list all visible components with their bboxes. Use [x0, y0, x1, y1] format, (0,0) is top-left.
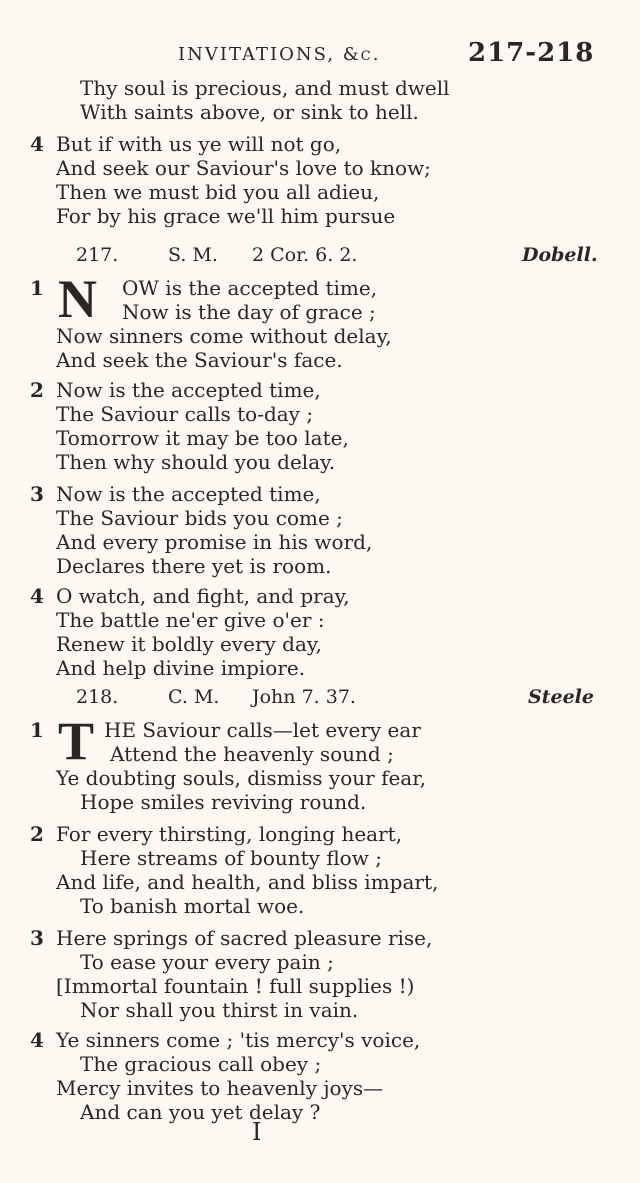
- hymn-number: 218.: [76, 686, 119, 708]
- verse-line: And can you yet delay ?: [80, 1100, 321, 1124]
- verse-line: For by his grace we'll him pursue: [56, 204, 396, 228]
- verse-line: Now is the accepted time,: [56, 378, 321, 402]
- hymn-meter: C. M.: [168, 686, 220, 708]
- scripture-reference: John 7. 37.: [252, 686, 356, 708]
- verse-line: Here springs of sacred pleasure rise,: [56, 926, 433, 950]
- verse-line: For every thirsting, longing heart,: [56, 822, 403, 846]
- verse-line: The Saviour calls to-day ;: [56, 402, 314, 426]
- verse-line: HE Saviour calls—let every ear: [104, 718, 421, 742]
- verse-number: 4: [30, 132, 44, 156]
- verse-line: With saints above, or sink to hell.: [80, 100, 419, 124]
- verse-line: And every promise in his word,: [56, 530, 373, 554]
- verse-line: The battle ne'er give o'er :: [56, 608, 325, 632]
- verse-number: 1: [30, 276, 44, 300]
- verse-line: And seek our Saviour's love to know;: [56, 156, 431, 180]
- verse-number: 4: [30, 584, 44, 608]
- signature-mark: I: [252, 1118, 262, 1146]
- verse-line: Mercy invites to heavenly joys—: [56, 1076, 384, 1100]
- scripture-reference: 2 Cor. 6. 2.: [252, 244, 358, 266]
- verse-line: Then why should you delay.: [56, 450, 336, 474]
- verse-line: [Immortal fountain ! full supplies !): [56, 974, 415, 998]
- page-header: [0, 36, 640, 70]
- verse-line: But if with us ye will not go,: [56, 132, 342, 156]
- verse-line: And help divine impiore.: [56, 656, 306, 680]
- verse-line: Thy soul is precious, and must dwell: [80, 76, 450, 100]
- verse-line: To banish mortal woe.: [80, 894, 305, 918]
- verse-line: Hope smiles reviving round.: [80, 790, 367, 814]
- verse-line: Now is the day of grace ;: [122, 300, 376, 324]
- verse-line: Nor shall you thirst in vain.: [80, 998, 359, 1022]
- verse-line: The gracious call obey ;: [80, 1052, 322, 1076]
- hymn-author: Steele: [528, 686, 594, 708]
- verse-number: 3: [30, 482, 44, 506]
- verse-line: Now sinners come without delay,: [56, 324, 392, 348]
- verse-line: Renew it boldly every day,: [56, 632, 322, 656]
- verse-line: Declares there yet is room.: [56, 554, 332, 578]
- verse-line: Then we must bid you all adieu,: [56, 180, 380, 204]
- hymn-heading: [0, 244, 640, 270]
- verse-line: The Saviour bids you come ;: [56, 506, 343, 530]
- verse-number: 4: [30, 1028, 44, 1052]
- verse-line: Ye sinners come ; 'tis mercy's voice,: [56, 1028, 421, 1052]
- verse-line: Tomorrow it may be too late,: [56, 426, 349, 450]
- verse-line: And life, and health, and bliss impart,: [56, 870, 439, 894]
- page-number: 217-218: [468, 38, 595, 68]
- drop-cap: T: [58, 711, 95, 771]
- verse-line: OW is the accepted time,: [122, 276, 378, 300]
- hymn-author: Dobell.: [522, 244, 598, 266]
- hymn-number: 217.: [76, 244, 119, 266]
- verse-line: Here streams of bounty flow ;: [80, 846, 382, 870]
- verse-number: 3: [30, 926, 44, 950]
- verse-line: O watch, and fight, and pray,: [56, 584, 350, 608]
- verse-line: To ease your every pain ;: [80, 950, 334, 974]
- verse-number: 2: [30, 378, 44, 402]
- verse-number: 2: [30, 822, 44, 846]
- hymn-heading: [0, 686, 640, 712]
- drop-cap: N: [58, 269, 97, 329]
- verse-number: 1: [30, 718, 44, 742]
- verse-line: Now is the accepted time,: [56, 482, 321, 506]
- hymn-meter: S. M.: [168, 244, 218, 266]
- verse-line: Attend the heavenly sound ;: [110, 742, 394, 766]
- running-head: INVITATIONS, &c.: [178, 44, 381, 65]
- verse-line: And seek the Saviour's face.: [56, 348, 343, 372]
- verse-line: Ye doubting souls, dismiss your fear,: [56, 766, 426, 790]
